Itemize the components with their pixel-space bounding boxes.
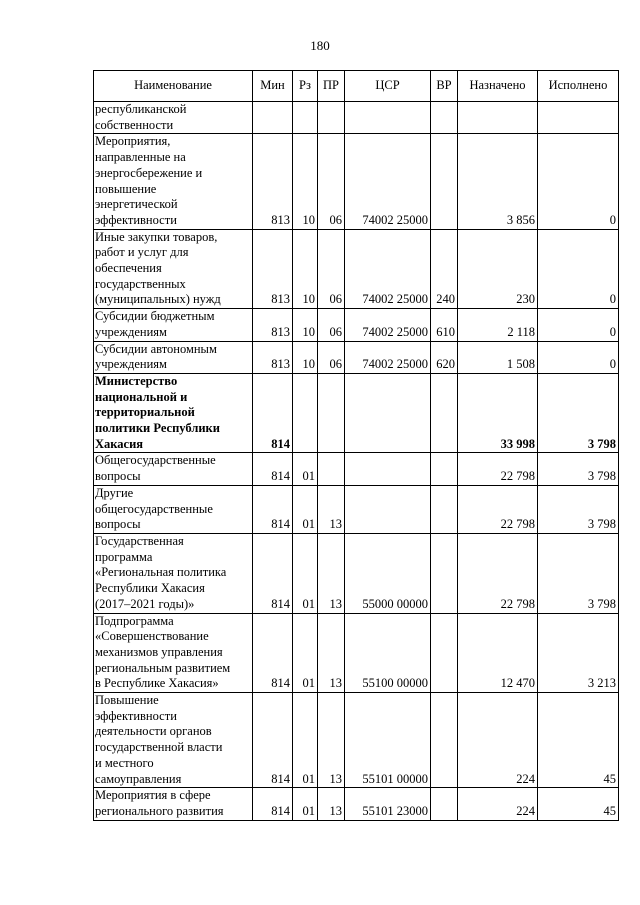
- cell-executed: 45: [538, 693, 619, 788]
- cell-assigned: 2 118: [458, 309, 538, 341]
- name-line: вопросы: [95, 469, 141, 484]
- name-line: Министерство: [95, 373, 178, 388]
- name-line: Субсидии автономным: [95, 341, 217, 356]
- cell-name: [94, 693, 253, 788]
- name-line: и местного: [95, 755, 154, 770]
- cell-vr: [431, 102, 458, 134]
- cell-assigned: 224: [458, 693, 538, 788]
- cell-assigned: 224: [458, 788, 538, 820]
- name-line: самоуправления: [95, 771, 182, 786]
- cell-pr: [318, 453, 345, 485]
- cell-rz: 01: [293, 693, 318, 788]
- cell-pr: 13: [318, 533, 345, 613]
- cell-pr: [318, 373, 345, 453]
- cell-vr: [431, 613, 458, 693]
- cell-pr: 13: [318, 485, 345, 533]
- cell-csr: [345, 453, 431, 485]
- cell-executed: 3 798: [538, 453, 619, 485]
- cell-rz: 01: [293, 788, 318, 820]
- name-line: Хакасия: [95, 436, 144, 451]
- name-line: собственности: [95, 117, 174, 132]
- cell-name: [94, 229, 253, 309]
- cell-executed: 0: [538, 341, 619, 373]
- cell-name: [94, 485, 253, 533]
- header-min: Мин: [253, 71, 293, 102]
- cell-pr: 06: [318, 309, 345, 341]
- name-line: общегосударственные: [95, 501, 213, 516]
- cell-min: 813: [253, 309, 293, 341]
- cell-name: [94, 102, 253, 134]
- name-line: программа: [95, 549, 153, 564]
- cell-assigned: 3 856: [458, 134, 538, 229]
- header-name: Наименование: [94, 71, 253, 102]
- cell-assigned: [458, 102, 538, 134]
- cell-csr: [345, 102, 431, 134]
- cell-pr: 06: [318, 134, 345, 229]
- table-row: [94, 613, 619, 693]
- name-line: работ и услуг для: [95, 245, 189, 260]
- cell-rz: 10: [293, 229, 318, 309]
- name-line: «Региональная политика: [95, 565, 227, 580]
- name-line: Подпрограмма: [95, 613, 174, 628]
- name-line: Субсидии бюджетным: [95, 309, 215, 324]
- cell-name: [94, 341, 253, 373]
- name-line: эффективности: [95, 212, 177, 227]
- table-header-row: [94, 71, 619, 102]
- cell-assigned: 22 798: [458, 453, 538, 485]
- table-row: [94, 485, 619, 533]
- table-row: [94, 693, 619, 788]
- cell-min: 814: [253, 613, 293, 693]
- name-line: Мероприятия,: [95, 134, 171, 149]
- cell-min: 813: [253, 341, 293, 373]
- name-line: политики Республики: [95, 421, 220, 436]
- cell-rz: [293, 102, 318, 134]
- table-row: [94, 453, 619, 485]
- cell-executed: 3 798: [538, 373, 619, 453]
- cell-pr: 06: [318, 229, 345, 309]
- name-line: Иные закупки товаров,: [95, 229, 218, 244]
- cell-csr: 55000 00000: [345, 533, 431, 613]
- cell-executed: 3 798: [538, 533, 619, 613]
- cell-assigned: 22 798: [458, 485, 538, 533]
- cell-vr: [431, 533, 458, 613]
- cell-name: [94, 309, 253, 341]
- cell-csr: [345, 373, 431, 453]
- table-row: [94, 309, 619, 341]
- cell-csr: 55100 00000: [345, 613, 431, 693]
- table-row: [94, 341, 619, 373]
- cell-assigned: 1 508: [458, 341, 538, 373]
- name-line: учреждениям: [95, 324, 167, 339]
- cell-rz: 10: [293, 134, 318, 229]
- name-line: эффективности: [95, 708, 177, 723]
- header-assigned: Назначено: [458, 71, 538, 102]
- name-line: повышение: [95, 181, 157, 196]
- cell-executed: [538, 102, 619, 134]
- header-vr: ВР: [431, 71, 458, 102]
- cell-name: [94, 613, 253, 693]
- name-line: учреждениям: [95, 357, 167, 372]
- cell-min: 814: [253, 533, 293, 613]
- name-line: государственных: [95, 276, 186, 291]
- name-line: механизмов управления: [95, 644, 223, 659]
- cell-csr: 74002 25000: [345, 309, 431, 341]
- header-csr: ЦСР: [345, 71, 431, 102]
- cell-min: 814: [253, 485, 293, 533]
- cell-csr: [345, 485, 431, 533]
- cell-pr: 13: [318, 693, 345, 788]
- name-line: территориальной: [95, 405, 195, 420]
- name-line: (2017–2021 годы)»: [95, 596, 195, 611]
- cell-rz: 01: [293, 613, 318, 693]
- cell-min: 814: [253, 693, 293, 788]
- cell-assigned: 33 998: [458, 373, 538, 453]
- cell-min: 813: [253, 229, 293, 309]
- cell-name: [94, 373, 253, 453]
- header-executed: Исполнено: [538, 71, 619, 102]
- cell-rz: [293, 373, 318, 453]
- cell-assigned: 230: [458, 229, 538, 309]
- name-line: национальной и: [95, 389, 188, 404]
- cell-assigned: 12 470: [458, 613, 538, 693]
- cell-executed: 45: [538, 788, 619, 820]
- name-line: региональным развитием: [95, 660, 231, 675]
- cell-csr: 74002 25000: [345, 341, 431, 373]
- name-line: деятельности органов: [95, 724, 212, 739]
- table-row: [94, 533, 619, 613]
- name-line: (муниципальных) нужд: [95, 292, 221, 307]
- cell-min: [253, 102, 293, 134]
- cell-pr: 13: [318, 788, 345, 820]
- table-row: [94, 102, 619, 134]
- cell-vr: [431, 373, 458, 453]
- cell-pr: 13: [318, 613, 345, 693]
- cell-min: 814: [253, 788, 293, 820]
- name-line: энергосбережение и: [95, 165, 203, 180]
- name-line: Другие: [95, 485, 134, 500]
- cell-executed: 0: [538, 309, 619, 341]
- cell-pr: [318, 102, 345, 134]
- cell-executed: 3 213: [538, 613, 619, 693]
- cell-name: [94, 453, 253, 485]
- cell-pr: 06: [318, 341, 345, 373]
- header-rz: Рз: [293, 71, 318, 102]
- table-row: [94, 229, 619, 309]
- cell-vr: [431, 134, 458, 229]
- name-line: Повышение: [95, 693, 159, 708]
- cell-rz: 10: [293, 309, 318, 341]
- table-row: [94, 373, 619, 453]
- cell-csr: 55101 00000: [345, 693, 431, 788]
- name-line: Общегосударственные: [95, 453, 216, 468]
- cell-executed: 0: [538, 229, 619, 309]
- cell-rz: 10: [293, 341, 318, 373]
- cell-name: [94, 533, 253, 613]
- name-line: вопросы: [95, 517, 141, 532]
- cell-min: 814: [253, 373, 293, 453]
- name-line: республиканской: [95, 102, 187, 116]
- name-line: регионального развития: [95, 803, 224, 818]
- cell-min: 814: [253, 453, 293, 485]
- cell-csr: 55101 23000: [345, 788, 431, 820]
- table-body: [94, 102, 619, 821]
- name-line: «Совершенствование: [95, 629, 209, 644]
- table-row: [94, 788, 619, 820]
- cell-executed: 0: [538, 134, 619, 229]
- cell-vr: [431, 453, 458, 485]
- cell-vr: 240: [431, 229, 458, 309]
- name-line: государственной власти: [95, 740, 223, 755]
- cell-assigned: 22 798: [458, 533, 538, 613]
- budget-table: [93, 70, 619, 821]
- cell-csr: 74002 25000: [345, 229, 431, 309]
- cell-min: 813: [253, 134, 293, 229]
- cell-rz: 01: [293, 453, 318, 485]
- cell-vr: 620: [431, 341, 458, 373]
- cell-rz: 01: [293, 485, 318, 533]
- name-line: в Республике Хакасия»: [95, 676, 219, 691]
- cell-name: [94, 788, 253, 820]
- cell-csr: 74002 25000: [345, 134, 431, 229]
- name-line: Мероприятия в сфере: [95, 788, 211, 803]
- header-pr: ПР: [318, 71, 345, 102]
- cell-vr: [431, 693, 458, 788]
- table-row: [94, 134, 619, 229]
- cell-vr: 610: [431, 309, 458, 341]
- cell-name: [94, 134, 253, 229]
- name-line: направленные на: [95, 150, 186, 165]
- name-line: обеспечения: [95, 261, 162, 276]
- name-line: Государственная: [95, 533, 184, 548]
- cell-rz: 01: [293, 533, 318, 613]
- cell-vr: [431, 485, 458, 533]
- name-line: энергетической: [95, 197, 178, 212]
- cell-executed: 3 798: [538, 485, 619, 533]
- name-line: Республики Хакасия: [95, 581, 205, 596]
- cell-vr: [431, 788, 458, 820]
- page-number: 180: [310, 38, 330, 53]
